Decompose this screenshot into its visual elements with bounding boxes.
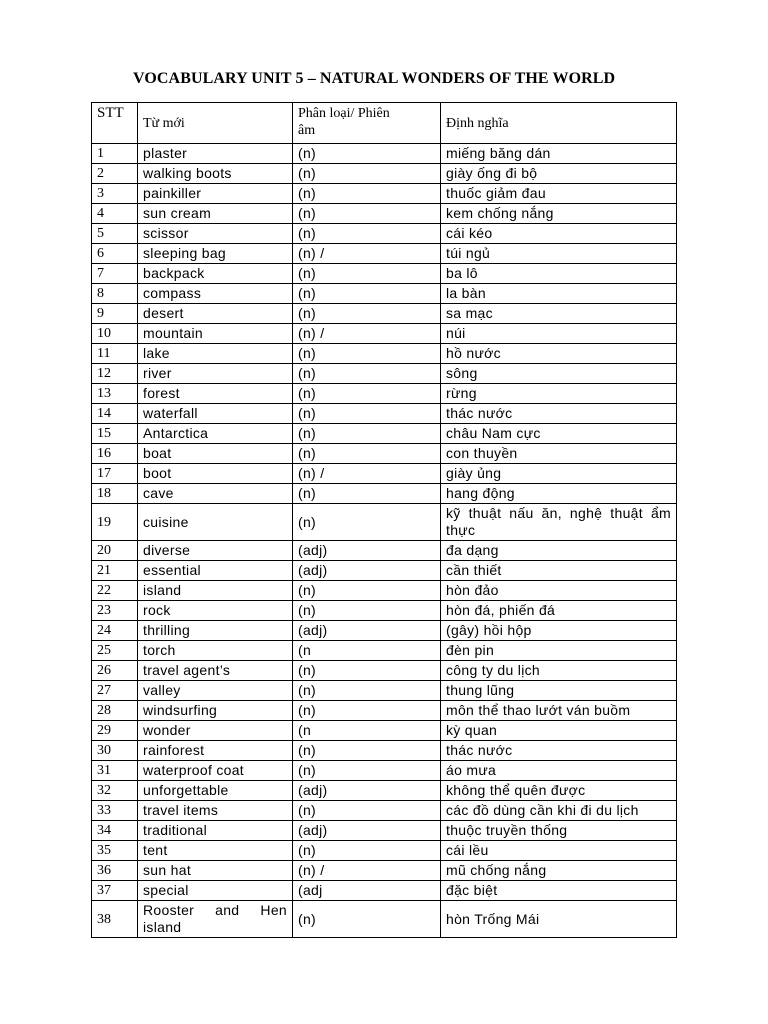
- cell-word: walking boots: [138, 164, 293, 184]
- cell-definition: sông: [441, 364, 677, 384]
- cell-word: waterproof coat: [138, 761, 293, 781]
- table-row: [92, 504, 677, 541]
- table-row: [92, 821, 677, 841]
- table-row: [92, 324, 677, 344]
- cell-stt: 10: [92, 324, 138, 344]
- cell-type: (adj): [293, 541, 441, 561]
- cell-definition: mũ chống nắng: [441, 861, 677, 881]
- cell-word: cuisine: [138, 504, 293, 541]
- cell-stt: 25: [92, 641, 138, 661]
- cell-stt: 28: [92, 701, 138, 721]
- cell-definition: môn thể thao lướt ván buồm: [441, 701, 677, 721]
- cell-definition: giày ống đi bộ: [441, 164, 677, 184]
- cell-word: essential: [138, 561, 293, 581]
- cell-definition: châu Nam cực: [441, 424, 677, 444]
- table-row: [92, 541, 677, 561]
- cell-word: forest: [138, 384, 293, 404]
- cell-word: traditional: [138, 821, 293, 841]
- vocabulary-table: [91, 102, 677, 938]
- cell-word: desert: [138, 304, 293, 324]
- cell-definition: đặc biệt: [441, 881, 677, 901]
- table-row: [92, 701, 677, 721]
- table-row: [92, 224, 677, 244]
- cell-word: Antarctica: [138, 424, 293, 444]
- cell-definition: núi: [441, 324, 677, 344]
- cell-definition: cái lều: [441, 841, 677, 861]
- cell-word: sun hat: [138, 861, 293, 881]
- cell-word: thrilling: [138, 621, 293, 641]
- cell-definition: giày ủng: [441, 464, 677, 484]
- cell-type: (adj): [293, 561, 441, 581]
- cell-stt: 8: [92, 284, 138, 304]
- cell-word: special: [138, 881, 293, 901]
- cell-stt: 1: [92, 144, 138, 164]
- table-row: [92, 661, 677, 681]
- cell-stt: 6: [92, 244, 138, 264]
- table-row: [92, 344, 677, 364]
- cell-definition: thuốc giảm đau: [441, 184, 677, 204]
- cell-type: (n): [293, 761, 441, 781]
- cell-stt: 15: [92, 424, 138, 444]
- cell-stt: 4: [92, 204, 138, 224]
- cell-definition: không thể quên được: [441, 781, 677, 801]
- cell-stt: 29: [92, 721, 138, 741]
- cell-type: (n) /: [293, 464, 441, 484]
- cell-stt: 24: [92, 621, 138, 641]
- cell-stt: 34: [92, 821, 138, 841]
- cell-stt: 20: [92, 541, 138, 561]
- cell-definition: hang động: [441, 484, 677, 504]
- cell-word: boot: [138, 464, 293, 484]
- cell-stt: 12: [92, 364, 138, 384]
- cell-type: (n): [293, 384, 441, 404]
- cell-type: (n): [293, 661, 441, 681]
- cell-type: (adj): [293, 621, 441, 641]
- cell-word: torch: [138, 641, 293, 661]
- cell-type: (n): [293, 404, 441, 424]
- cell-definition: hòn đá, phiến đá: [441, 601, 677, 621]
- cell-stt: 21: [92, 561, 138, 581]
- cell-word: island: [138, 581, 293, 601]
- table-row: [92, 601, 677, 621]
- cell-type: (n): [293, 444, 441, 464]
- cell-stt: 36: [92, 861, 138, 881]
- cell-definition: kỹ thuật nấu ăn, nghệ thuật ẩm thực: [441, 504, 677, 541]
- cell-word: rainforest: [138, 741, 293, 761]
- cell-type: (n) /: [293, 861, 441, 881]
- cell-definition: miếng băng dán: [441, 144, 677, 164]
- header-type: [293, 103, 441, 144]
- cell-definition: (gây) hồi hộp: [441, 621, 677, 641]
- cell-word: compass: [138, 284, 293, 304]
- table-row: [92, 901, 677, 938]
- cell-type: (n): [293, 581, 441, 601]
- cell-type: (n): [293, 601, 441, 621]
- table-row: [92, 444, 677, 464]
- table-row: [92, 384, 677, 404]
- cell-stt: 19: [92, 504, 138, 541]
- cell-type: (n): [293, 264, 441, 284]
- table-row: [92, 204, 677, 224]
- table-row: [92, 404, 677, 424]
- cell-stt: 31: [92, 761, 138, 781]
- cell-type: (n): [293, 801, 441, 821]
- cell-stt: 13: [92, 384, 138, 404]
- cell-stt: 23: [92, 601, 138, 621]
- cell-type: (adj: [293, 881, 441, 901]
- table-row: [92, 284, 677, 304]
- cell-definition: rừng: [441, 384, 677, 404]
- cell-word: scissor: [138, 224, 293, 244]
- cell-stt: 14: [92, 404, 138, 424]
- cell-definition: cái kéo: [441, 224, 677, 244]
- cell-type: (n): [293, 424, 441, 444]
- cell-definition: sa mạc: [441, 304, 677, 324]
- cell-stt: 30: [92, 741, 138, 761]
- cell-type: (n): [293, 484, 441, 504]
- cell-stt: 3: [92, 184, 138, 204]
- table-row: [92, 484, 677, 504]
- table-row: [92, 801, 677, 821]
- header-type-line1: Phân loại/ Phiên: [298, 106, 390, 121]
- cell-type: (n): [293, 304, 441, 324]
- cell-stt: 35: [92, 841, 138, 861]
- cell-type: (n): [293, 184, 441, 204]
- table-row: [92, 264, 677, 284]
- table-body: [92, 144, 677, 938]
- cell-definition: thuộc truyền thống: [441, 821, 677, 841]
- cell-definition: thung lũng: [441, 681, 677, 701]
- cell-stt: 27: [92, 681, 138, 701]
- table-header-row: [92, 103, 677, 144]
- cell-type: (n): [293, 344, 441, 364]
- cell-word: diverse: [138, 541, 293, 561]
- cell-stt: 38: [92, 901, 138, 938]
- cell-definition: la bàn: [441, 284, 677, 304]
- cell-word: wonder: [138, 721, 293, 741]
- table-row: [92, 364, 677, 384]
- cell-type: (n): [293, 164, 441, 184]
- cell-stt: 7: [92, 264, 138, 284]
- cell-stt: 17: [92, 464, 138, 484]
- table-row: [92, 621, 677, 641]
- cell-definition: công ty du lịch: [441, 661, 677, 681]
- cell-definition: ba lô: [441, 264, 677, 284]
- cell-definition: con thuyền: [441, 444, 677, 464]
- cell-type: (n): [293, 284, 441, 304]
- cell-definition: hồ nước: [441, 344, 677, 364]
- header-word: Từ mới: [138, 103, 293, 144]
- table-row: [92, 244, 677, 264]
- cell-word: river: [138, 364, 293, 384]
- cell-word: boat: [138, 444, 293, 464]
- cell-stt: 33: [92, 801, 138, 821]
- cell-type: (n: [293, 721, 441, 741]
- table-row: [92, 741, 677, 761]
- cell-word: travel items: [138, 801, 293, 821]
- cell-type: (adj): [293, 821, 441, 841]
- cell-definition: cần thiết: [441, 561, 677, 581]
- table-row: [92, 184, 677, 204]
- cell-definition: đa dạng: [441, 541, 677, 561]
- cell-type: (n) /: [293, 324, 441, 344]
- cell-stt: 32: [92, 781, 138, 801]
- header-type-line2: âm: [298, 123, 316, 138]
- header-definition: Định nghĩa: [441, 103, 677, 144]
- cell-type: (n): [293, 364, 441, 384]
- cell-type: (adj): [293, 781, 441, 801]
- cell-type: (n): [293, 701, 441, 721]
- cell-definition: thác nước: [441, 741, 677, 761]
- cell-type: (n): [293, 224, 441, 244]
- table-row: [92, 464, 677, 484]
- cell-type: (n: [293, 641, 441, 661]
- cell-type: (n): [293, 681, 441, 701]
- cell-definition: các đồ dùng cần khi đi du lịch: [441, 801, 677, 821]
- cell-type: (n): [293, 204, 441, 224]
- cell-definition: đèn pin: [441, 641, 677, 661]
- cell-type: (n): [293, 504, 441, 541]
- cell-definition: kỳ quan: [441, 721, 677, 741]
- table-row: [92, 144, 677, 164]
- table-row: [92, 681, 677, 701]
- cell-word: sun cream: [138, 204, 293, 224]
- cell-word: rock: [138, 601, 293, 621]
- cell-stt: 22: [92, 581, 138, 601]
- table-row: [92, 881, 677, 901]
- table-row: [92, 581, 677, 601]
- cell-word: lake: [138, 344, 293, 364]
- cell-stt: 16: [92, 444, 138, 464]
- table-row: [92, 761, 677, 781]
- table-row: [92, 721, 677, 741]
- cell-definition: kem chống nắng: [441, 204, 677, 224]
- table-row: [92, 861, 677, 881]
- cell-word: travel agent’s: [138, 661, 293, 681]
- table-row: [92, 424, 677, 444]
- cell-stt: 9: [92, 304, 138, 324]
- cell-stt: 2: [92, 164, 138, 184]
- cell-word: backpack: [138, 264, 293, 284]
- cell-stt: 5: [92, 224, 138, 244]
- table-row: [92, 641, 677, 661]
- cell-type: (n): [293, 144, 441, 164]
- cell-word: unforgettable: [138, 781, 293, 801]
- cell-definition: hòn Trống Mái: [441, 901, 677, 938]
- cell-stt: 11: [92, 344, 138, 364]
- cell-word: tent: [138, 841, 293, 861]
- table-row: [92, 304, 677, 324]
- cell-stt: 18: [92, 484, 138, 504]
- cell-definition: hòn đảo: [441, 581, 677, 601]
- cell-word: plaster: [138, 144, 293, 164]
- table-row: [92, 841, 677, 861]
- cell-definition: áo mưa: [441, 761, 677, 781]
- cell-type: (n) /: [293, 244, 441, 264]
- table-row: [92, 561, 677, 581]
- header-stt: STT: [92, 103, 138, 144]
- cell-word: painkiller: [138, 184, 293, 204]
- cell-word: sleeping bag: [138, 244, 293, 264]
- cell-word: windsurfing: [138, 701, 293, 721]
- cell-word: cave: [138, 484, 293, 504]
- cell-word: valley: [138, 681, 293, 701]
- table-row: [92, 781, 677, 801]
- cell-type: (n): [293, 841, 441, 861]
- cell-type: (n): [293, 901, 441, 938]
- cell-stt: 37: [92, 881, 138, 901]
- cell-type: (n): [293, 741, 441, 761]
- cell-definition: túi ngủ: [441, 244, 677, 264]
- cell-word: mountain: [138, 324, 293, 344]
- cell-definition: thác nước: [441, 404, 677, 424]
- cell-word: Rooster and Hen island: [138, 901, 293, 938]
- table-row: [92, 164, 677, 184]
- document-title: VOCABULARY UNIT 5 – NATURAL WONDERS OF THE WORLD: [133, 70, 616, 87]
- cell-word: waterfall: [138, 404, 293, 424]
- cell-stt: 26: [92, 661, 138, 681]
